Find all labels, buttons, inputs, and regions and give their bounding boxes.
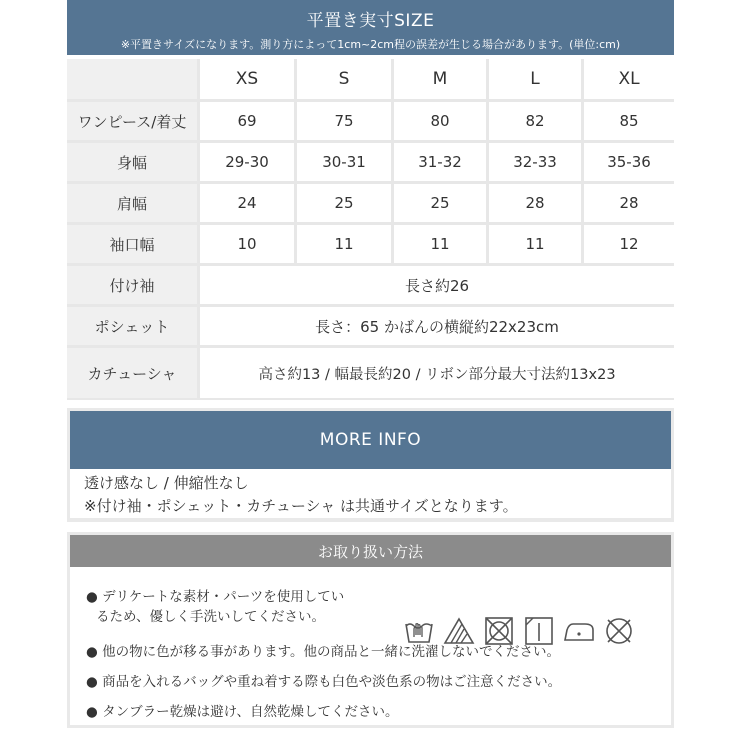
column-header: XL: [584, 59, 674, 99]
column-header: XS: [200, 59, 294, 99]
size-header-row: [67, 59, 674, 99]
line-dry-shade-icon: [523, 615, 555, 647]
table-cell: 82: [489, 102, 581, 140]
more-info-section: [67, 408, 674, 522]
no-tumble-dry-icon: [483, 615, 515, 647]
table-row: [67, 225, 674, 263]
care-title: お取り扱い方法: [70, 535, 671, 567]
hand-wash-icon: [403, 615, 435, 647]
table-cell-merged: 長さ：65 かばんの横縦約22x23cm: [200, 307, 674, 345]
care-line: ● タンブラー乾燥は避け、自然乾燥してください。: [86, 704, 399, 720]
column-header: S: [297, 59, 391, 99]
column-header: M: [394, 59, 486, 99]
care-line: ● 他の物に色が移る事があります。他の商品と一緒に洗濯しないでください。: [86, 644, 560, 660]
info-line: ※付け袖・ポシェット・カチューシャ は共通サイズとなります。: [84, 497, 518, 515]
more-info-body: [70, 469, 671, 518]
table-cell: 28: [584, 184, 674, 222]
table-cell: 29-30: [200, 143, 294, 181]
table-cell: 30-31: [297, 143, 391, 181]
care-line: るため、優しく手洗いしてください。: [96, 609, 325, 625]
table-cell-merged: 長さ約26: [200, 266, 674, 304]
row-label: カチューシャ: [67, 348, 197, 398]
table-cell: 11: [394, 225, 486, 263]
table-cell: 25: [394, 184, 486, 222]
size-title: 平置き実寸SIZE: [306, 11, 435, 31]
corner-cell: [67, 59, 197, 99]
size-note: ※平置きサイズになります。測り方によって1cm~2cm程の誤差が生じる場合があります。(単位:cm): [120, 38, 621, 51]
care-line: ● 商品を入れるバッグや重ね着する際も白色や淡色系の物はご注意ください。: [86, 674, 562, 690]
table-cell: 80: [394, 102, 486, 140]
care-line: ● デリケートな素材・パーツを使用してい: [86, 589, 345, 605]
no-dry-clean-icon: [603, 615, 635, 647]
care-section: [67, 532, 674, 728]
table-row: [67, 348, 674, 398]
table-cell: 10: [200, 225, 294, 263]
table-cell: 69: [200, 102, 294, 140]
table-cell: 28: [489, 184, 581, 222]
row-label: 袖口幅: [67, 225, 197, 263]
table-cell: 75: [297, 102, 391, 140]
table-row: [67, 184, 674, 222]
care-body: [70, 567, 671, 725]
table-cell: 11: [297, 225, 391, 263]
more-info-title: MORE INFO: [70, 411, 671, 469]
table-row: [67, 143, 674, 181]
care-icons: [403, 615, 643, 647]
row-label: 肩幅: [67, 184, 197, 222]
info-line: 透け感なし / 伸縮性なし: [84, 474, 249, 492]
table-row: [67, 102, 674, 140]
row-label: 付け袖: [67, 266, 197, 304]
size-section-header: [67, 0, 674, 55]
table-cell: 24: [200, 184, 294, 222]
table-cell: 11: [489, 225, 581, 263]
row-label: 身幅: [67, 143, 197, 181]
row-label: ワンピース/着丈: [67, 102, 197, 140]
table-cell: 12: [584, 225, 674, 263]
table-row: [67, 307, 674, 345]
table-cell: 35-36: [584, 143, 674, 181]
iron-low-icon: [563, 615, 595, 647]
table-cell: 32-33: [489, 143, 581, 181]
table-cell: 31-32: [394, 143, 486, 181]
column-header: L: [489, 59, 581, 99]
table-cell: 85: [584, 102, 674, 140]
row-label: ポシェット: [67, 307, 197, 345]
table-row: [67, 266, 674, 304]
table-cell: 25: [297, 184, 391, 222]
no-bleach-icon: [443, 615, 475, 647]
size-table: [67, 59, 674, 400]
table-cell-merged: 高さ約13 / 幅最長約20 / リボン部分最大寸法約13x23: [200, 348, 674, 398]
